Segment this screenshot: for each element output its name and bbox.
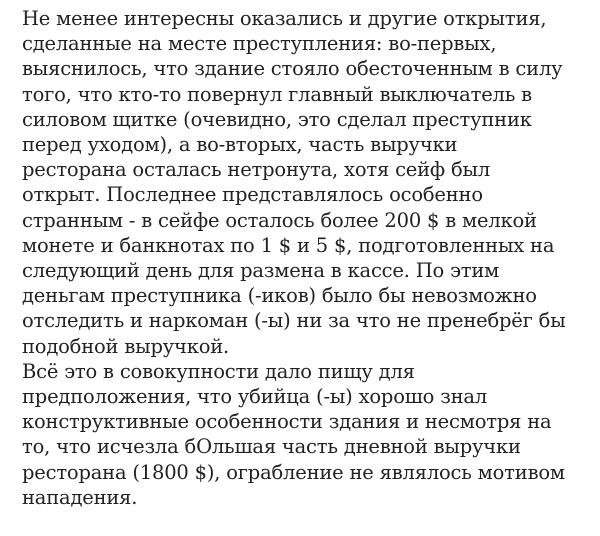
paragraph-2 — [22, 359, 592, 510]
text-line: силовом щитке (очевидно, это сделал преступник — [22, 107, 532, 131]
text-line: сделанные на месте преступления: во-первых, — [22, 32, 497, 56]
text-line: конструктивные особенности здания и несмотря на — [22, 410, 552, 434]
text-line: следующий день для размена в кассе. По этим — [22, 259, 500, 283]
text-line: Всё это в совокупности дало пищу для — [22, 359, 415, 383]
text-line: выяснилось, что здание стояло обесточенным в силу — [22, 57, 563, 81]
text-line: того, что кто-то повернул главный выключатель в — [22, 82, 532, 106]
paragraph-1 — [22, 6, 592, 359]
text-line: нападения. — [22, 485, 138, 509]
text-line: отследить и наркоман (-ы) ни за что не пренебрёг бы — [22, 309, 566, 333]
text-line: ресторана (1800 $), ограбление не являлось мотивом — [22, 460, 565, 484]
text-line: странным - в сейфе осталось более 200 $ в мелкой — [22, 208, 537, 232]
text-line: подобной выручкой. — [22, 334, 230, 358]
text-line: то, что исчезла бОльшая часть дневной выручки — [22, 435, 521, 459]
text-line: Не менее интересны оказались и другие открытия, — [22, 7, 547, 30]
text-line: ресторана осталась нетронута, хотя сейф был — [22, 158, 491, 182]
document-body — [22, 6, 592, 510]
text-line: деньгам преступника (-иков) было бы невозможно — [22, 284, 537, 308]
text-line: монете и банкнотах по 1 $ и 5 $, подготовленных на — [22, 233, 555, 257]
text-line: открыт. Последнее представлялось особенно — [22, 183, 483, 207]
text-line: предположения, что убийца (-ы) хорошо знал — [22, 385, 488, 409]
text-line: перед уходом), а во-вторых, часть выручки — [22, 133, 458, 157]
